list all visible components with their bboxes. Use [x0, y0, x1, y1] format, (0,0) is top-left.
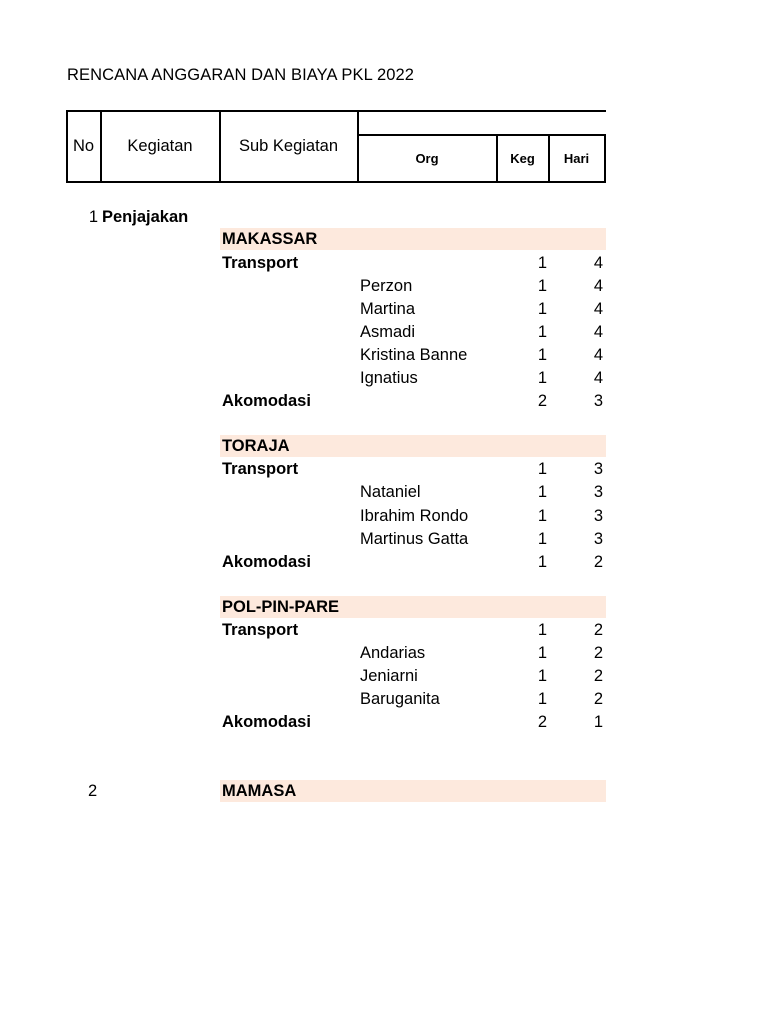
keg-value: 1: [537, 644, 547, 662]
akomodasi-label: Akomodasi: [222, 713, 311, 731]
section-kegiatan: Penjajakan: [102, 208, 189, 226]
hari-value: 4: [593, 346, 603, 364]
location-label: MAKASSAR: [222, 230, 318, 248]
person-name: Perzon: [360, 277, 413, 295]
header-keg: Keg: [510, 151, 535, 166]
hari-value: 3: [593, 530, 603, 548]
hari-value: 3: [593, 507, 603, 525]
document-title: RENCANA ANGGARAN DAN BIAYA PKL 2022: [67, 66, 415, 84]
hari-value: 2: [593, 621, 603, 639]
hari-value: 2: [593, 553, 603, 571]
header-org: Org: [415, 151, 439, 166]
hari-value: 4: [593, 277, 603, 295]
header-hari: Hari: [563, 151, 590, 166]
keg-value: 1: [537, 553, 547, 571]
header-kegiatan: Kegiatan: [127, 136, 193, 155]
hari-value: 4: [593, 369, 603, 387]
person-name: Asmadi: [360, 323, 416, 341]
keg-value: 1: [537, 254, 547, 272]
location-label: MAMASA: [222, 782, 297, 800]
hari-value: 4: [593, 254, 603, 272]
section-number: 1: [88, 208, 98, 226]
header-sub-kegiatan: Sub Kegiatan: [238, 136, 339, 155]
hari-value: 3: [593, 483, 603, 501]
person-name: Andarias: [360, 644, 426, 662]
keg-value: 2: [537, 713, 547, 731]
location-label: POL-PIN-PARE: [222, 598, 340, 616]
person-name: Nataniel: [360, 483, 421, 501]
hari-value: 2: [593, 690, 603, 708]
keg-value: 1: [537, 690, 547, 708]
hari-value: 2: [593, 644, 603, 662]
keg-value: 1: [537, 300, 547, 318]
transport-label: Transport: [222, 460, 299, 478]
keg-value: 1: [537, 369, 547, 387]
hari-value: 4: [593, 300, 603, 318]
person-name: Ibrahim Rondo: [360, 507, 469, 525]
akomodasi-label: Akomodasi: [222, 392, 311, 410]
person-name: Baruganita: [360, 690, 440, 708]
keg-value: 1: [537, 277, 547, 295]
hari-value: 2: [593, 667, 603, 685]
keg-value: 1: [537, 507, 547, 525]
hari-value: 3: [593, 460, 603, 478]
hari-value: 4: [593, 323, 603, 341]
keg-value: 2: [537, 392, 547, 410]
keg-value: 1: [537, 621, 547, 639]
person-name: Martina: [360, 300, 416, 318]
transport-label: Transport: [222, 254, 299, 272]
keg-value: 1: [537, 667, 547, 685]
hari-value: 3: [593, 392, 603, 410]
transport-label: Transport: [222, 621, 299, 639]
keg-value: 1: [537, 346, 547, 364]
keg-value: 1: [537, 460, 547, 478]
keg-value: 1: [537, 323, 547, 341]
hari-value: 1: [593, 713, 603, 731]
section-number: 2: [88, 782, 98, 800]
keg-value: 1: [537, 530, 547, 548]
person-name: Ignatius: [360, 369, 418, 387]
header-border-hari: [604, 134, 606, 183]
header-bottom-border: [66, 181, 606, 183]
person-name: Jeniarni: [360, 667, 418, 685]
keg-value: 1: [537, 483, 547, 501]
person-name: Kristina Banne: [360, 346, 468, 364]
person-name: Martinus Gatta: [360, 530, 469, 548]
akomodasi-label: Akomodasi: [222, 553, 311, 571]
location-label: TORAJA: [222, 437, 290, 455]
header-no: No: [72, 136, 95, 155]
